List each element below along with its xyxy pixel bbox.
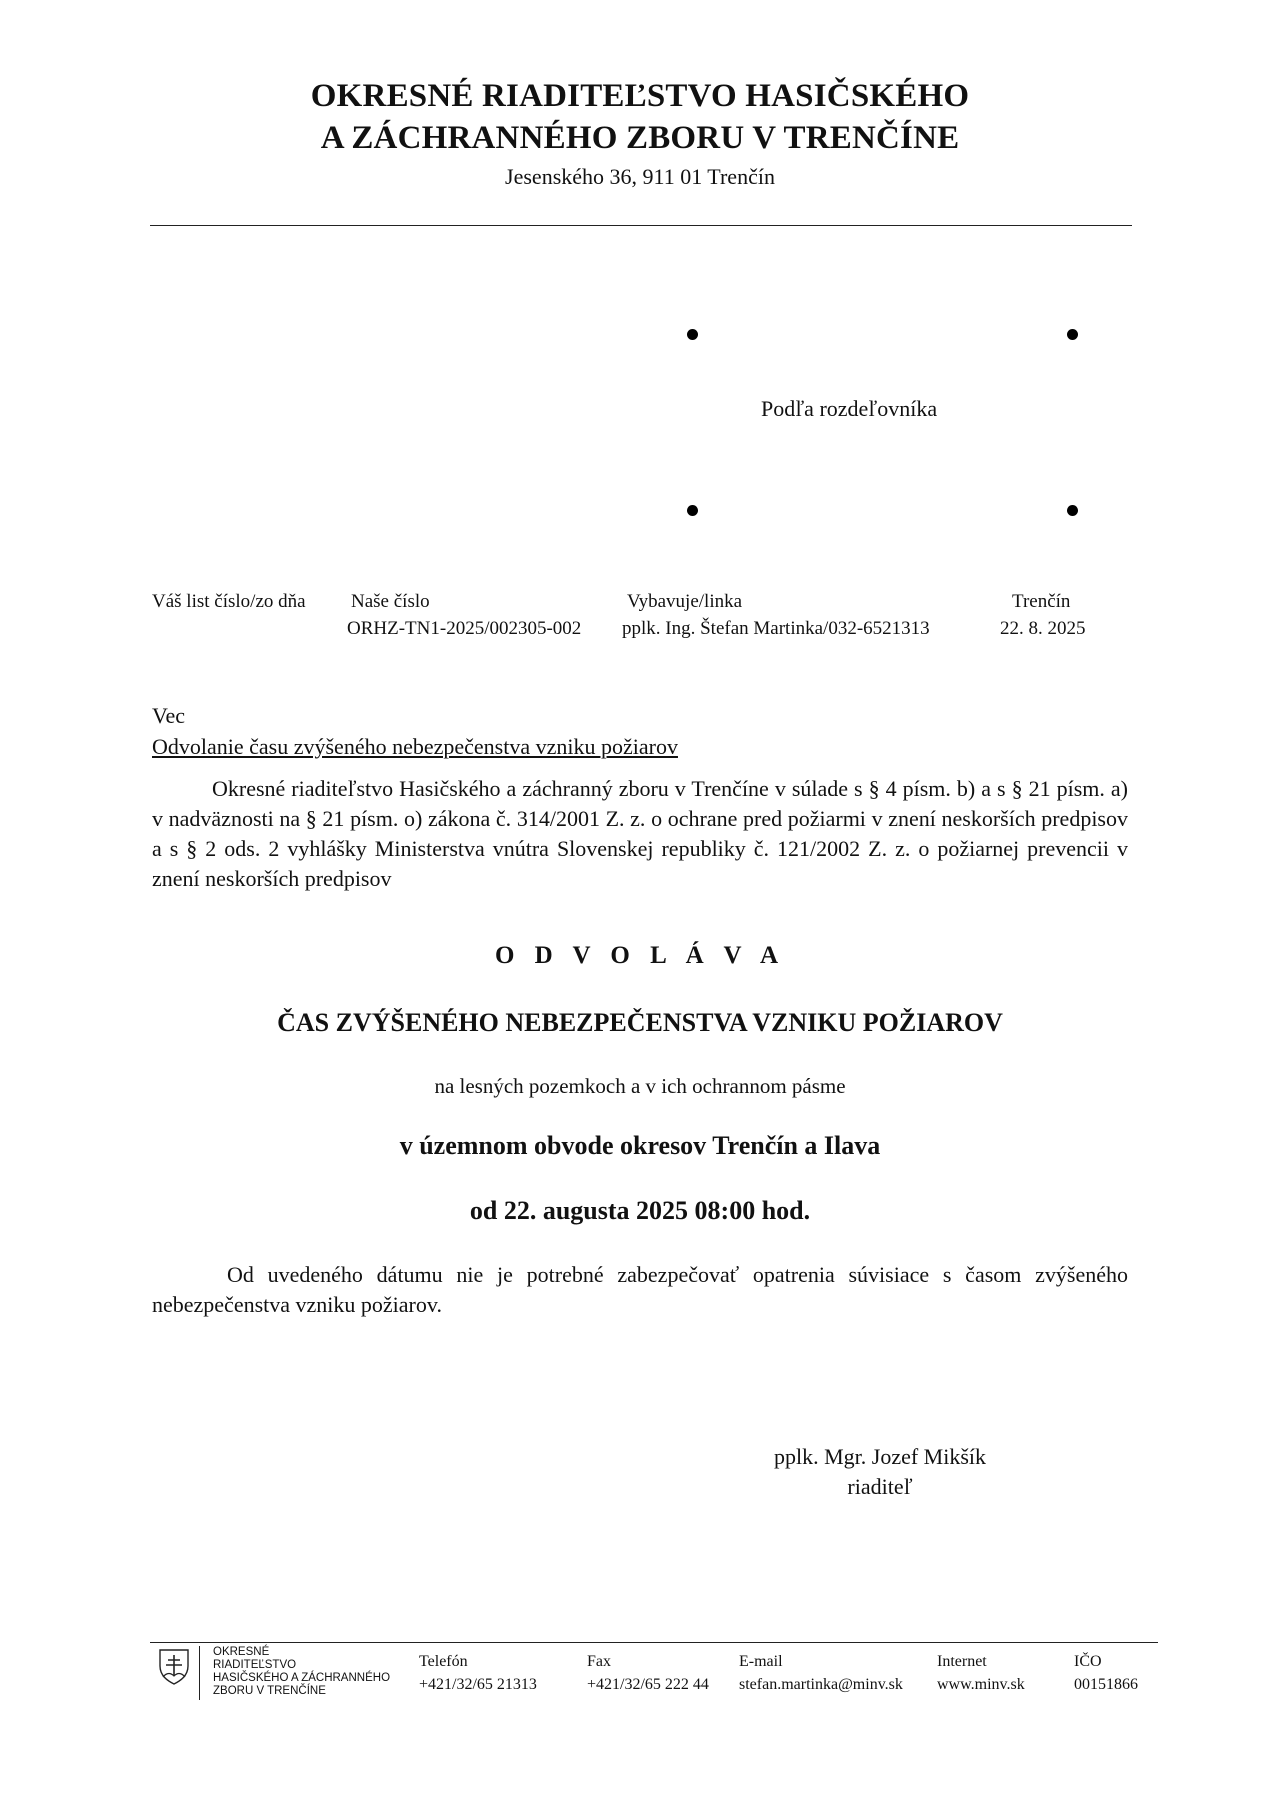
- handled-by-label: Vybavuje/linka: [627, 591, 743, 612]
- footer-divider: [150, 1642, 1158, 1643]
- place-label: Trenčín: [1012, 591, 1071, 612]
- effective-from: od 22. augusta 2025 08:00 hod.: [469, 1196, 811, 1225]
- address-window-corner-dot: [687, 329, 698, 340]
- phone-label: Telefón: [419, 1653, 468, 1670]
- decision-scope: na lesných pozemkoch a v ich ochrannom pásme: [434, 1074, 846, 1098]
- internet-label: Internet: [937, 1653, 987, 1670]
- fax-value: +421/32/65 222 44: [587, 1676, 709, 1693]
- fax-label: Fax: [587, 1653, 611, 1670]
- organization-title-line1: OKRESNÉ RIADITEĽSTVO HASIČSKÉHO: [310, 78, 970, 114]
- ico-label: IČO: [1074, 1653, 1102, 1670]
- our-number-value: ORHZ-TN1-2025/002305-002: [347, 618, 582, 639]
- phone-value: +421/32/65 21313: [419, 1676, 537, 1693]
- organization-address: Jesenského 36, 911 01 Trenčín: [505, 164, 775, 189]
- date-value: 22. 8. 2025: [1000, 618, 1086, 639]
- our-number-label: Naše číslo: [351, 591, 430, 612]
- footer-org-line: RIADITEĽSTVO: [213, 1659, 297, 1671]
- footer-org-line: HASIČSKÉHO A ZÁCHRANNÉHO: [213, 1672, 391, 1684]
- footer-organization-name: [213, 1646, 390, 1698]
- handled-by-value: pplk. Ing. Štefan Martinka/032-6521313: [622, 618, 930, 639]
- decision-heading: O D V O L Á V A: [494, 942, 786, 969]
- address-window-corner-dot: [687, 505, 698, 516]
- header-divider: [150, 225, 1132, 226]
- decision-territory: v územnom obvode okresov Trenčín a Ilava: [399, 1131, 881, 1160]
- email-value[interactable]: stefan.martinka@minv.sk: [739, 1676, 903, 1693]
- address-window-corner-dot: [1067, 329, 1078, 340]
- intro-paragraph: Okresné riaditeľstvo Hasičského a záchranný zboru v Trenčíne v súlade s § 4 písm. b) a s § 21 písm. a) v nadväznosti na § 21 písm. o) zákona č. 314/2001 Z. z. o ochrane pred požiarmi v znení neskorších predpisov a s § 2 ods. 2 vyhlášky Ministerstva vnútra Slovenskej republiky č. 121/2002 Z. z. o požiarnej prevencii v znení neskorších predpisov: [152, 776, 1128, 891]
- footer-emblem-divider: [199, 1646, 200, 1700]
- footer-org-line: OKRESNÉ: [213, 1646, 270, 1658]
- signatory-name: pplk. Mgr. Jozef Mikšík: [773, 1444, 987, 1469]
- recipient: Podľa rozdeľovníka: [761, 396, 938, 421]
- internet-value[interactable]: www.minv.sk: [937, 1676, 1025, 1693]
- footer-org-line: ZBORU V TRENČÍNE: [213, 1685, 326, 1697]
- your-letter-label: Váš list číslo/zo dňa: [152, 591, 306, 612]
- organization-title-line2: A ZÁCHRANNÉHO ZBORU V TRENČÍNE: [320, 120, 960, 156]
- signatory-role: riaditeľ: [847, 1474, 913, 1499]
- closing-paragraph: Od uvedeného dátumu nie je potrebné zabezpečovať opatrenia súvisiace s časom zvýšeného nebezpečenstva vzniku požiarov.: [152, 1262, 1128, 1317]
- subject: Odvolanie času zvýšeného nebezpečenstva vzniku požiarov: [152, 734, 678, 759]
- decision-object: ČAS ZVÝŠENÉHO NEBEZPEČENSTVA VZNIKU POŽIAROV: [277, 1008, 1003, 1037]
- subject-label: Vec: [152, 703, 185, 728]
- address-window-corner-dot: [1067, 505, 1078, 516]
- email-label: E-mail: [739, 1653, 783, 1670]
- ico-value: 00151866: [1074, 1676, 1138, 1693]
- slovak-coat-of-arms-icon: [158, 1648, 190, 1686]
